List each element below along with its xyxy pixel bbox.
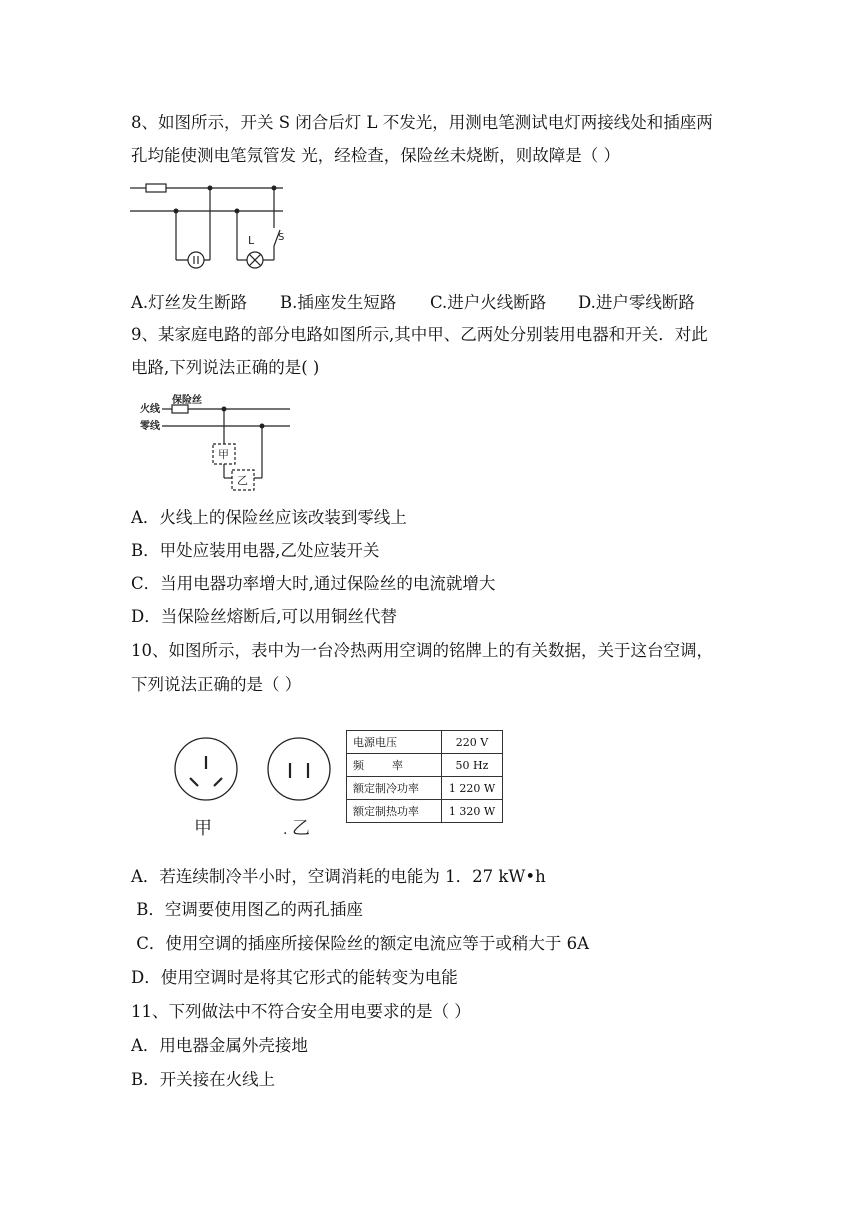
table-cell: 额定制冷功率 [347,777,442,800]
yi-label: 乙 [237,474,248,487]
nameplate-table [346,730,503,823]
q11-option-a: A．用电器金属外壳接地 [131,1036,308,1055]
q10-option-b: B．空调要使用图乙的两孔插座 [131,900,363,919]
q9-stem-line2: 电路,下列说法正确的是( ) [131,358,320,377]
lamp-label: L [248,234,255,247]
table-cell: 220 V [442,731,503,754]
live-wire-label: 火线 [140,404,160,415]
neutral-wire-label: 零线 [140,421,160,432]
q8-stem-line1: 8、如图所示，开关 S 闭合后灯 L 不发光，用测电笔测试电灯两接线处和插座两 [131,113,713,132]
q8-option-c: C.进户火线断路 [430,293,547,312]
q11-stem-line1: 11、下列做法中不符合安全用电要求的是（ ） [131,1002,471,1021]
socket-yi-label: 乙 [292,818,310,839]
q10-stem-line2: 下列说法正确的是（ ） [131,675,302,694]
q9-option-d: D．当保险丝熔断后,可以用铜丝代替 [131,607,397,626]
socket-jia-label: 甲 [194,818,212,839]
table-row [347,754,503,777]
q9-stem-line1: 9、某家庭电路的部分电路如图所示,其中甲、乙两处分别装用电器和开关．对此 [131,325,708,344]
q10-option-d: D．使用空调时是将其它形式的能转变为电能 [131,968,458,987]
two-pin-socket-figure [265,736,340,840]
switch-label: S [278,232,285,243]
table-cell: 频 率 [347,754,442,777]
table-row [347,777,503,800]
table-cell: 1 220 W [442,777,503,800]
q8-stem-line2: 孔均能使测电笔氖管发 光，经检查，保险丝未烧断，则故障是（ ） [131,146,620,165]
table-row [347,731,503,754]
q9-circuit-diagram [138,392,298,497]
q9-option-b: B．甲处应装用电器,乙处应装开关 [131,541,380,560]
table-cell: 额定制热功率 [347,800,442,823]
fuse-label: 保险丝 [172,395,202,406]
q8-option-b: B.插座发生短路 [280,293,397,312]
q9-option-a: A．火线上的保险丝应该改装到零线上 [131,508,407,527]
table-row [347,800,503,823]
q10-option-a: A．若连续制冷半小时，空调消耗的电能为 1．27 kW•h [131,867,546,886]
q8-circuit-diagram [128,178,288,273]
table-cell: 1 320 W [442,800,503,823]
jia-label: 甲 [218,448,229,461]
q8-option-a: A.灯丝发生断路 [131,293,248,312]
q10-stem-line1: 10、如图所示，表中为一台冷热两用空调的铭牌上的有关数据，关于这台空调， [131,641,713,660]
table-cell: 50 Hz [442,754,503,777]
q9-option-c: C．当用电器功率增大时,通过保险丝的电流就增大 [131,574,496,593]
q8-option-d: D.进户零线断路 [578,293,695,312]
table-cell: 电源电压 [347,731,442,754]
q11-option-b: B．开关接在火线上 [131,1070,276,1089]
three-pin-socket-figure [172,736,247,840]
q10-option-c: C．使用空调的插座所接保险丝的额定电流应等于或稍大于 6A [131,934,590,953]
svg-text:.: . [283,822,288,838]
